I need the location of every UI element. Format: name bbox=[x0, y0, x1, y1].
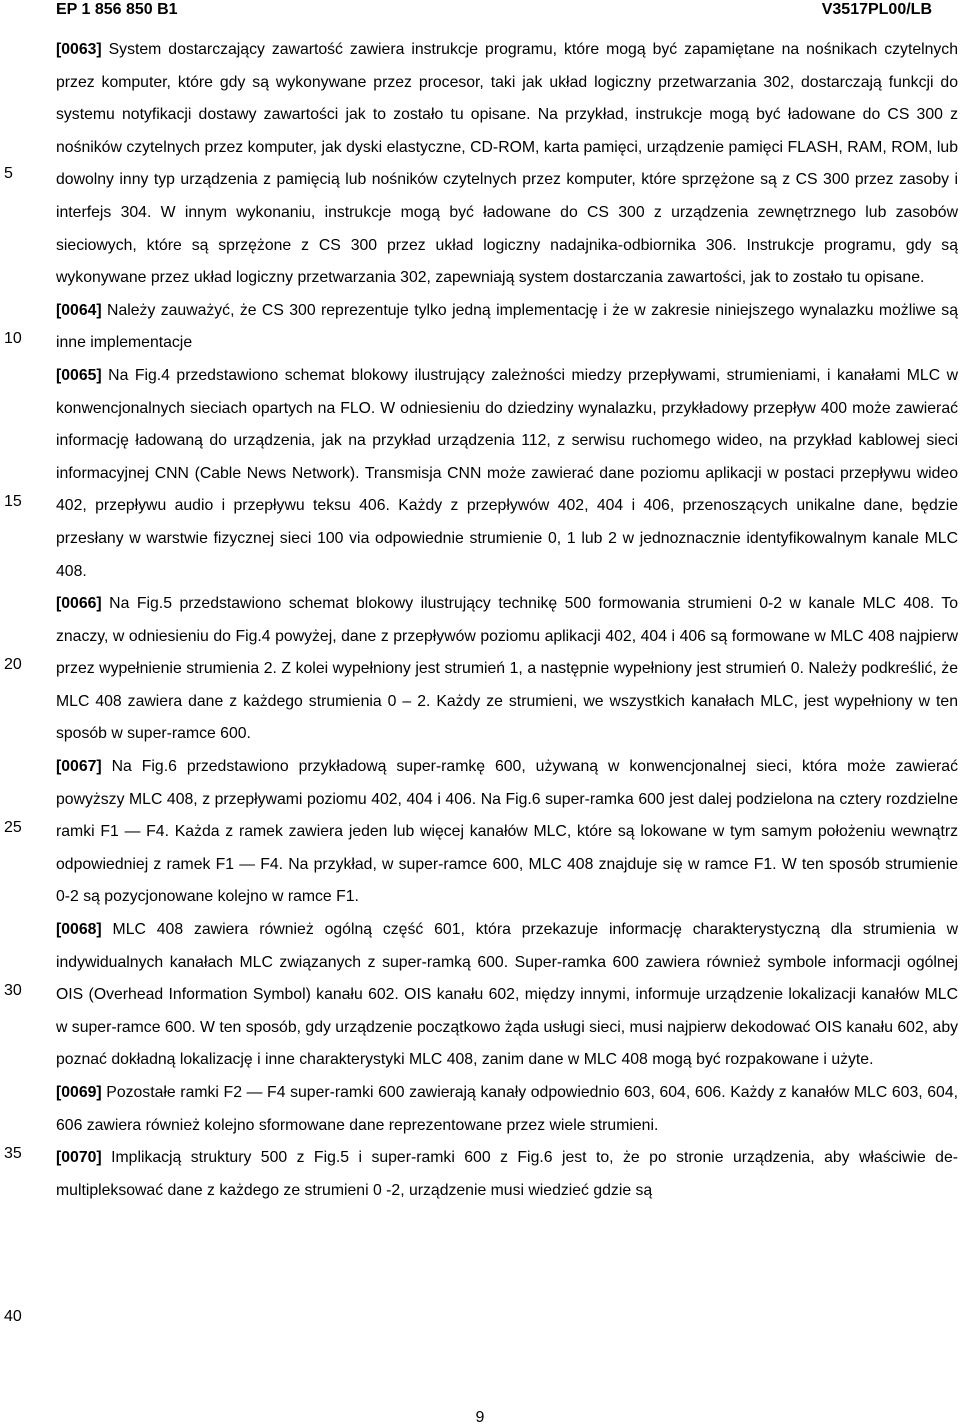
paragraph-text: Na Fig.5 przedstawiono schemat blokowy ilustrujący technikę 500 formowania strumieni 0-2 w kanale MLC 408. To znaczy, w odniesieniu do Fig.4 powyżej, dane z przepływów poziomu aplikacji 402, 404 i 406 są formowane w MLC 408 najpierw przez wypełnienie strumienia 2. Z kolei wypełniony jest strumień 1, a następnie wypełniony jest strumień 0. Należy podkreślić, że MLC 408 zawiera dane z każdego strumienia 0 – 2. Każdy ze strumieni, we wszystkich kanałach MLC, jest wypełniony w ten sposób w super-ramce 600. bbox=[56, 595, 958, 743]
line-number: 30 bbox=[4, 982, 22, 999]
paragraph-text: Pozostałe ramki F2 — F4 super-ramki 600 zawierają kanały odpowiednio 603, 604, 606. Każdy z kanałów MLC 603, 604, 606 zawiera również kolejno sformowane dane reprezentowane przez wiele strumieni. bbox=[56, 1084, 958, 1134]
paragraph-number: [0063] bbox=[56, 41, 102, 58]
paragraph-text: MLC 408 zawiera również ogólną część 601, która przekazuje informację charakterystyczną dla strumienia w indywidualnych kanałach MLC związanych z super-ramką 600. Super-ramka 600 zawiera również symbole informacji ogólnej OIS (Overhead Information Symbol) kanału 602. OIS kanału 602, między innymi, informuje urządzenie lokalizacji kanałów MLC w super-ramce 600. W ten sposób, gdy urządzenie początkowo żąda usługi sieci, musi najpierw dekodować OIS kanału 602, aby poznać dokładną lokalizację i inne charakterystyki MLC 408, zanim dane w MLC 408 mogą być rozpakowane i użyte. bbox=[56, 921, 958, 1069]
paragraph-text: Na Fig.4 przedstawiono schemat blokowy ilustrujący zależności miedzy przepływami, strumieniami, i kanałami MLC w konwencjonalnych sieciach opartych na FLO. W odniesieniu do dziedziny wynalazku, przykładowy przepływ 400 może zawierać informację ładowaną do urządzenia, jak na przykład urządzenia 112, z serwisu ruchomego wideo, na przykład kablowej sieci informacyjnej CNN (Cable News Network). Transmisja CNN może zawierać dane poziomu aplikacji w postaci przepływu wideo 402, przepływu audio i przepływu teksu 406. Każdy z przepływów 402, 404 i 406, przenoszących unikalne dane, będzie przesłany w warstwie fizycznej sieci 100 via odpowiednie strumienie 0, 1 lub 2 w jednoznacznie identyfikowalnym kanale MLC 408. bbox=[56, 366, 958, 580]
paragraph-0070 bbox=[56, 1142, 958, 1207]
paragraph-text: System dostarczający zawartość zawiera instrukcje programu, które mogą być zapamiętane na nośnikach czytelnych przez komputer, które gdy są wykonywane przez procesor, taki jak układ logiczny przetwarzania 302, dostarczają funkcji do systemu notyfikacji dostawy zawartości jak to zostało tu opisane. Na przykład, instrukcje mogą być ładowane do CS 300 z nośników czytelnych przez komputer, jak dyski elastyczne, CD-ROM, karta pamięci, urządzenie pamięci FLASH, RAM, ROM, lub dowolny inny typ urządzenia z pamięcią lub nośników czytelnych przez komputer, które sprzężone są z CS 300 przez zasoby i interfejs 304. W innym wykonaniu, instrukcje mogą być ładowane do CS 300 z urządzenia zewnętrznego lub zasobów sieciowych, które są sprzężone z CS 300 przez układ logiczny nadajnika-odbiornika 306. Instrukcje programu, gdy są wykonywane przez układ logiczny przetwarzania 302, zapewniają system dostarczania zawartości, jak to zostało tu opisane. bbox=[56, 41, 958, 287]
page-header bbox=[0, 0, 960, 24]
paragraph-0068 bbox=[56, 914, 958, 1077]
paragraph-0066 bbox=[56, 588, 958, 751]
paragraph-number: [0064] bbox=[56, 301, 102, 319]
paragraph-text: Na Fig.6 przedstawiono przykładową super-ramkę 600, używaną w konwencjonalnej sieci, która może zawierać powyższy MLC 408, z przepływami poziomu 402, 404 i 406. Na Fig.6 super-ramka 600 jest dalej podzielona na cztery rozdzielne ramki F1 — F4. Każda z ramek zawiera jeden lub więcej kanałów MLC, które są lokowane w tym samym położeniu wewnątrz odpowiedniej z ramek F1 — F4. Na przykład, w super-ramce 600, MLC 408 znajduje się w ramce F1. W ten sposób strumienie 0-2 są pozycjonowane kolejno w ramce F1. bbox=[56, 758, 958, 906]
line-number: 40 bbox=[4, 1308, 22, 1325]
line-number: 35 bbox=[4, 1145, 22, 1162]
paragraph-0064 bbox=[56, 295, 958, 360]
paragraph-number: [0069] bbox=[56, 1084, 102, 1101]
paragraph-0063 bbox=[56, 34, 958, 295]
line-number: 5 bbox=[4, 165, 13, 182]
paragraph-number: [0070] bbox=[56, 1149, 102, 1167]
document-code: V3517PL00/LB bbox=[821, 1, 932, 18]
paragraph-text: Implikacją struktury 500 z Fig.5 i super-ramki 600 z Fig.6 jest to, że po stronie urządzenia, aby właściwie de-multipleksować dane z każdego ze strumieni 0 -2, urządzenie musi wiedzieć gdzie są bbox=[56, 1149, 958, 1199]
paragraph-0065 bbox=[56, 360, 958, 588]
paragraph-number: [0065] bbox=[56, 366, 102, 384]
line-number: 10 bbox=[4, 330, 22, 347]
patent-number: EP 1 856 850 B1 bbox=[56, 1, 178, 18]
paragraph-text: Należy zauważyć, że CS 300 reprezentuje tylko jedną implementację i że w zakresie niniejszego wynalazku możliwe są inne implementacje bbox=[56, 301, 958, 352]
paragraph-number: [0068] bbox=[56, 921, 102, 939]
paragraph-number: [0066] bbox=[56, 595, 102, 613]
page-number: 9 bbox=[475, 1409, 485, 1426]
paragraph-0067 bbox=[56, 751, 958, 914]
document-body bbox=[56, 34, 958, 1207]
line-number: 20 bbox=[4, 656, 22, 673]
paragraph-0069 bbox=[56, 1077, 958, 1142]
paragraph-number: [0067] bbox=[56, 758, 102, 776]
line-number: 25 bbox=[4, 819, 22, 836]
line-number: 15 bbox=[4, 493, 22, 510]
